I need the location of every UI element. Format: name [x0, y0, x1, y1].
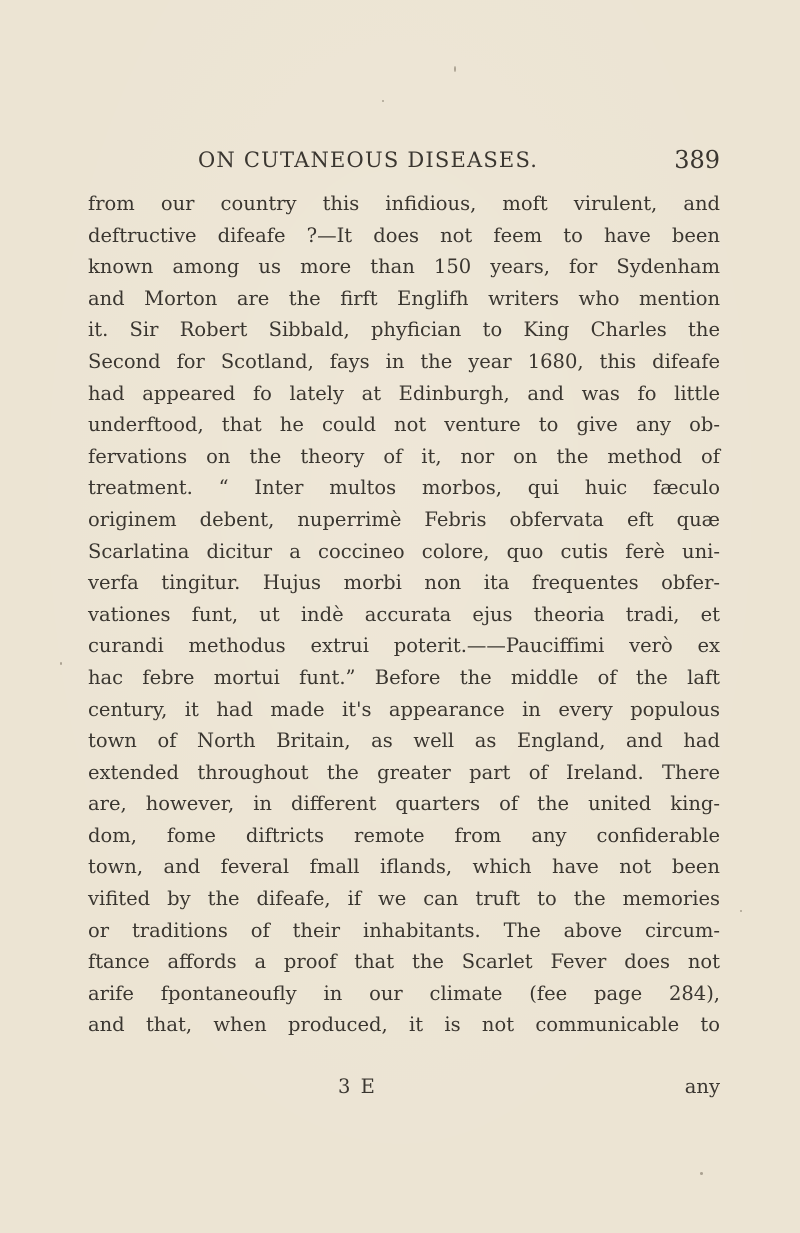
text-line: or traditions of their inhabitants. The above circum-	[88, 918, 720, 942]
text-line: fervations on the theory of it, nor on the method of	[88, 444, 720, 468]
paper-speck	[60, 662, 62, 665]
running-head	[88, 148, 720, 184]
text-line: vationes funt, ut indè accurata ejus theoria tradi, et	[88, 602, 720, 626]
paper-speck	[700, 1172, 703, 1175]
text-line: extended throughout the greater part of Ireland. There	[88, 760, 720, 784]
page-footer	[88, 1075, 720, 1105]
text-line: deftructive difeafe ?—It does not feem to have been	[88, 223, 720, 247]
signature-mark: 3 E	[338, 1075, 377, 1098]
text-line: town of North Britain, as well as England, and had	[88, 729, 720, 753]
text-line: dom, fome diftricts remote from any confiderable	[88, 823, 720, 847]
catchword: any	[684, 1075, 720, 1098]
text-line: from our country this infidious, moft virulent, and	[88, 192, 720, 215]
text-line: it. Sir Robert Sibbald, phyfician to King Charles the	[88, 318, 720, 342]
text-line: underftood, that he could not venture to give any ob-	[88, 413, 720, 437]
running-title: ON CUTANEOUS DISEASES.	[198, 148, 539, 172]
text-line: are, however, in different quarters of the united king-	[88, 792, 720, 816]
text-line: known among us more than 150 years, for Sydenham	[88, 255, 720, 279]
text-line: vifited by the difeafe, if we can truft to the memories	[88, 887, 720, 911]
paper-speck	[740, 910, 742, 912]
paper-speck	[382, 100, 384, 102]
text-line: curandi methodus extrui poterit.——Pauciffimi verò ex	[88, 634, 720, 658]
text-line: originem debent, nuperrimè Febris obfervata eft quæ	[88, 507, 720, 531]
text-line: treatment. “ Inter multos morbos, qui huic fæculo	[88, 476, 720, 500]
text-line: arife fpontaneoufly in our climate (fee page 284),	[88, 981, 720, 1005]
text-line: Second for Scotland, fays in the year 1680, this difeafe	[88, 349, 720, 373]
text-line: Scarlatina dicitur a coccineo colore, quo cutis ferè uni-	[88, 539, 720, 563]
text-line: town, and feveral fmall iflands, which have not been	[88, 855, 720, 879]
text-line: and Morton are the firft Englifh writers who mention	[88, 286, 720, 310]
text-line: and that, when produced, it is not communicable to	[88, 1013, 720, 1037]
text-line: ftance affords a proof that the Scarlet Fever does not	[88, 950, 720, 974]
text-line: had appeared fo lately at Edinburgh, and was fo little	[88, 381, 720, 405]
body-text	[88, 188, 720, 1041]
text-line: century, it had made it's appearance in every populous	[88, 697, 720, 721]
page-number: 389	[674, 146, 720, 174]
paper-speck	[454, 66, 456, 72]
text-line: hac febre mortui funt.” Before the middle of the laft	[88, 665, 720, 689]
text-line: verfa tingitur. Hujus morbi non ita frequentes obfer-	[88, 571, 720, 595]
